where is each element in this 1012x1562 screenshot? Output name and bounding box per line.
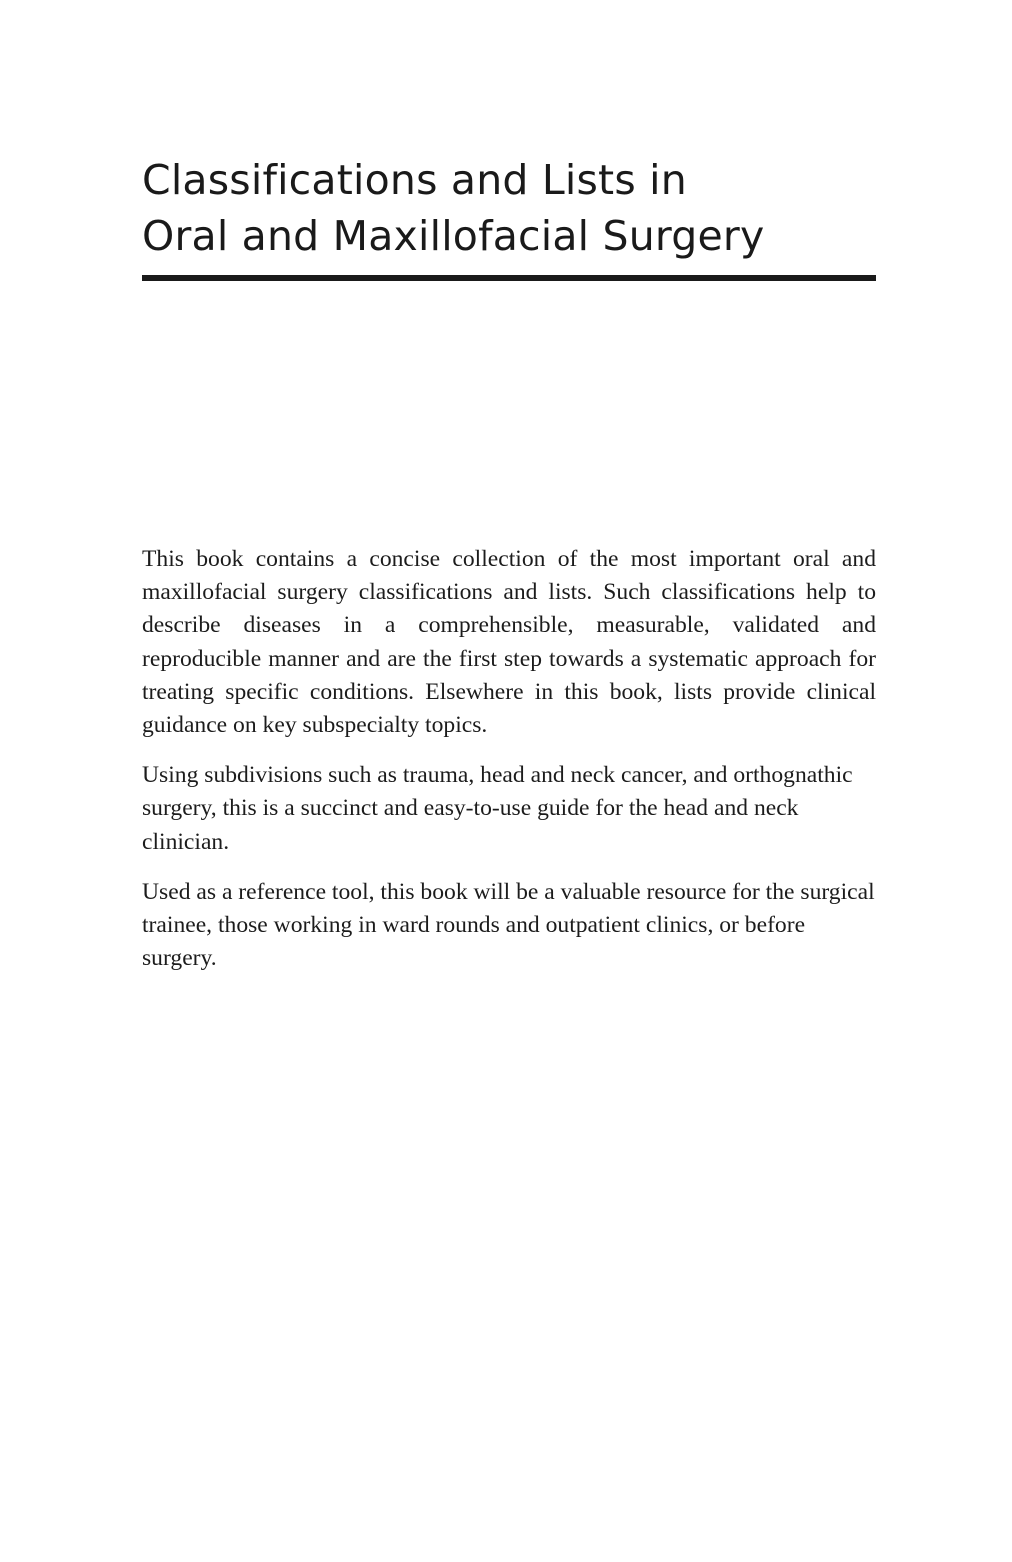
book-title bbox=[142, 152, 876, 264]
book-title-line-1: Classifications and Lists in bbox=[142, 156, 687, 204]
description-paragraph-2: Using subdivisions such as trauma, head and neck cancer, and orthognathic surgery, this is a succinct and easy-to-use guide for the head and neck clinician. bbox=[142, 762, 853, 855]
description-paragraph-3: Used as a reference tool, this book will be a valuable resource for the surgical trainee, those working in ward rounds and outpatient clinics, or before surgery. bbox=[142, 878, 875, 972]
description-paragraph-1: This book contains a concise collection of the most important oral and maxillofacial surgery classifications and lists. Such classifications help to describe diseases in a comprehensible, measurable, validated and reproducible manner and are the first step towards a systematic approach for treating specific conditions. Elsewhere in this book, lists provide clinical guidance on key subspecialty topics. bbox=[142, 546, 876, 739]
book-description bbox=[142, 543, 876, 992]
book-title-line-2: Oral and Maxillofacial Surgery bbox=[142, 212, 765, 260]
title-underline-rule bbox=[142, 275, 876, 281]
